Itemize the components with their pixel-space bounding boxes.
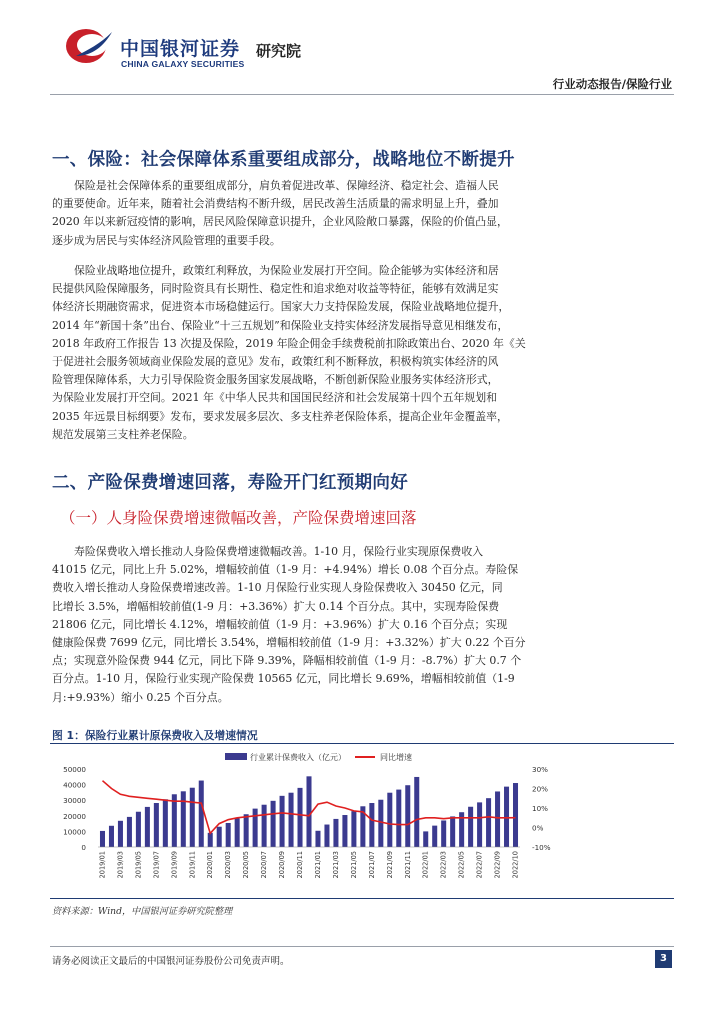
bar <box>396 790 401 847</box>
x-tick-label: 2020/01 <box>206 851 215 879</box>
bar <box>190 788 195 847</box>
footer-divider <box>50 946 674 947</box>
section-2-title: 二、产险保费增速回落，寿险开门红预期向好 <box>52 473 408 493</box>
bar <box>208 833 213 847</box>
bar <box>118 821 123 847</box>
section-1-paragraph-2 <box>52 262 676 444</box>
institute-label: 研究院 <box>256 42 302 60</box>
text-line: 为保险业发展打开空间。2021 年《中华人民共和国国民经济和社会发展第十四个五年规划和 <box>52 391 498 405</box>
x-tick-label: 2022/10 <box>511 851 520 879</box>
text-line: 2035 年远景目标纲要》发布，要求发展多层次、多支柱养老保险体系，提高企业年金覆盖率， <box>52 409 508 423</box>
x-tick-label: 2021/01 <box>314 851 322 879</box>
bar <box>244 814 249 847</box>
x-tick-label: 2019/09 <box>170 851 179 879</box>
galaxy-logo-icon <box>62 26 114 66</box>
text-line: 2020 年以来新冠疫情的影响，居民风险保障意识提升，企业风险敞口暴露，保险的价值凸显， <box>52 215 508 229</box>
brand-name-cn: 中国银河证券 <box>120 38 241 60</box>
text-line: 点；实现意外险保费 944 亿元，同比下降 9.39%，降幅相较前值（1-9 月：-8.7%）扩大 0.7 个 <box>52 654 522 668</box>
bar <box>513 783 518 847</box>
y-left-tick-label: 40000 <box>63 780 86 790</box>
bar <box>477 802 482 847</box>
text-line: 险管理保障体系，大力引导保险资金服务国家发展战略，不断创新保险业服务实体经济形式， <box>52 373 499 387</box>
bar <box>333 819 338 847</box>
report-header <box>0 0 724 96</box>
figure-source: 资料来源：Wind，中国银河证券研究院整理 <box>52 906 233 917</box>
header-divider <box>50 94 674 95</box>
text-line: 体经济长期融资需求，促进资本市场稳健运行。国家大力支持保险发展，保险业战略地位提升， <box>52 300 510 314</box>
section-2-subtitle: （一）人身险保费增速微幅改善，产险保费增速回落 <box>60 509 417 527</box>
y-left-tick-label: 0 <box>81 843 86 852</box>
x-tick-label: 2021/05 <box>349 851 358 879</box>
page-number: 3 <box>655 950 672 968</box>
figure-title: 图 1：保险行业累计原保费收入及增速情况 <box>52 729 258 742</box>
bar <box>280 796 285 847</box>
x-tick-label: 2020/11 <box>296 851 304 879</box>
text-line: 2014 年“新国十条”出台、保险业“十三五规划”和保险业支持实体经济发展指导意见相继发布， <box>52 318 509 332</box>
bar <box>315 831 320 847</box>
x-tick-label: 2019/01 <box>98 851 107 879</box>
x-tick-label: 2020/03 <box>224 851 233 879</box>
bar <box>199 781 204 847</box>
text-line: 21806 亿元，同比增长 4.12%，增幅较前值（1-9 月：+3.96%）扩大 0.16 个百分点；实现 <box>52 617 508 631</box>
x-tick-label: 2020/07 <box>260 851 269 879</box>
bar <box>423 831 428 847</box>
bar <box>342 815 347 847</box>
x-tick-label: 2022/01 <box>421 851 430 879</box>
x-tick-label: 2020/05 <box>242 851 251 879</box>
bar <box>271 801 276 847</box>
x-tick-label: 2019/05 <box>134 851 143 879</box>
bar <box>136 812 141 847</box>
y-right-tick-label: 0% <box>532 823 544 833</box>
bar <box>450 816 455 847</box>
y-right-tick-label: 20% <box>532 784 548 794</box>
figure-bottom-rule <box>50 898 674 899</box>
section-2-paragraph <box>52 543 676 707</box>
text-line: 于促进社会服务领域商业保险发展的意见》发布，政策红利不断释放，积极构筑实体经济的风 <box>52 355 499 369</box>
bar <box>432 826 437 847</box>
x-tick-label: 2022/05 <box>457 851 466 879</box>
y-right-tick-label: 10% <box>532 804 548 813</box>
bar <box>172 794 177 847</box>
legend-label: 同比增速 <box>380 753 412 762</box>
y-left-tick-label: 10000 <box>63 827 86 837</box>
text-line: 民提供风险保障服务，同时险资具有长期性、稳定性和追求绝对收益等特征，能够有效满足实 <box>52 282 499 296</box>
bar <box>226 823 231 847</box>
x-tick-label: 2021/07 <box>367 851 376 879</box>
y-left-tick-label: 30000 <box>63 796 86 806</box>
text-line: 月:+9.93%）缩小 0.25 个百分点。 <box>52 690 229 704</box>
x-tick-label: 2019/07 <box>152 851 161 879</box>
bar <box>100 831 105 847</box>
bar <box>387 793 392 847</box>
x-tick-label: 2021/03 <box>331 851 340 879</box>
bar <box>235 818 240 847</box>
bar <box>504 787 509 847</box>
x-tick-label: 2022/09 <box>493 851 502 879</box>
bar <box>145 807 150 847</box>
x-tick-label: 2019/03 <box>116 851 125 879</box>
bar <box>109 826 114 847</box>
y-right-tick-label: 30% <box>532 765 548 774</box>
text-line: 健康险保费 7699 亿元，同比增长 3.54%，增幅相较前值（1-9 月：+3.32%）扩大 0.22 个百分 <box>52 636 526 650</box>
text-line: 规范发展第三支柱养老保险。 <box>52 427 194 441</box>
bar <box>298 788 303 847</box>
text-line: 逐步成为居民与实体经济风险管理的重要手段。 <box>52 233 281 247</box>
premium-chart <box>50 747 674 897</box>
text-line: 比增长 3.5%，增幅相较前值(1-9 月：+3.36%）扩大 0.14 个百分点。其中，实现寿险保费 <box>52 599 500 613</box>
bar <box>262 805 267 847</box>
legend-bar-swatch <box>225 753 247 760</box>
bar <box>154 803 159 847</box>
x-tick-label: 2019/11 <box>188 851 197 879</box>
text-line: 的重要使命。近年来，随着社会消费结构不断升级，居民改善生活质量的需求明显上升，叠加 <box>52 197 499 211</box>
text-line: 保险业战略地位提升，政策红利释放，为保险业发展打开空间。险企能够为实体经济和居 <box>74 264 499 277</box>
bar <box>253 809 258 847</box>
bar <box>468 807 473 847</box>
x-tick-label: 2021/09 <box>385 851 394 879</box>
y-left-tick-label: 20000 <box>63 811 86 821</box>
section-1-paragraph-1 <box>52 177 676 250</box>
text-line: 百分点。1-10 月，保险行业实现产险保费 10565 亿元，同比增长 9.69%，增幅相较前值（1-9 <box>52 672 515 686</box>
bar <box>351 811 356 847</box>
text-line: 寿险保费收入增长推动人身险保费增速微幅改善。1-10 月，保险行业实现原保费收入 <box>74 545 484 558</box>
bar <box>369 803 374 847</box>
x-tick-label: 2022/03 <box>439 851 448 879</box>
y-right-tick-label: -10% <box>532 843 551 852</box>
text-line: 41015 亿元，同比上升 5.02%，增幅较前值（1-9 月：+4.94%）增长 0.08 个百分点。寿险保 <box>52 563 519 577</box>
bar <box>306 776 311 847</box>
figure-top-rule <box>50 743 674 744</box>
bar <box>324 825 329 847</box>
text-line: 费收入增长推动人身险保费增速改善。1-10 月保险行业实现人身险保费收入 30450 亿元，同 <box>52 581 503 595</box>
bar <box>217 827 222 847</box>
brand-name-en: CHINA GALAXY SECURITIES <box>121 59 245 69</box>
bar <box>441 820 446 847</box>
bar <box>163 799 168 847</box>
bar <box>414 777 419 847</box>
y-left-tick-label: 50000 <box>63 765 86 774</box>
bar <box>405 785 410 847</box>
legend-label: 行业累计保费收入（亿元） <box>250 753 346 762</box>
x-tick-label: 2020/09 <box>278 851 287 879</box>
text-line: 2018 年政府工作报告 13 次提及保险，2019 年险企佣金手续费税前扣除政策出台、2020 年《关 <box>52 336 526 350</box>
section-1-title: 一、保险：社会保障体系重要组成部分，战略地位不断提升 <box>52 150 515 170</box>
bar <box>127 817 132 847</box>
report-type-label: 行业动态报告/保险行业 <box>552 77 672 91</box>
bar <box>495 791 500 847</box>
bar <box>486 798 491 847</box>
x-tick-label: 2022/07 <box>475 851 484 879</box>
bar <box>289 793 294 847</box>
x-tick-label: 2021/11 <box>403 851 412 879</box>
bar <box>181 791 186 847</box>
chart-svg <box>50 747 674 897</box>
bar <box>378 800 383 847</box>
text-line: 保险是社会保障体系的重要组成部分，肩负着促进改革、保障经济、稳定社会、造福人民 <box>74 179 499 192</box>
footer-disclaimer: 请务必阅读正文最后的中国银河证券股份公司免责声明。 <box>52 956 290 967</box>
